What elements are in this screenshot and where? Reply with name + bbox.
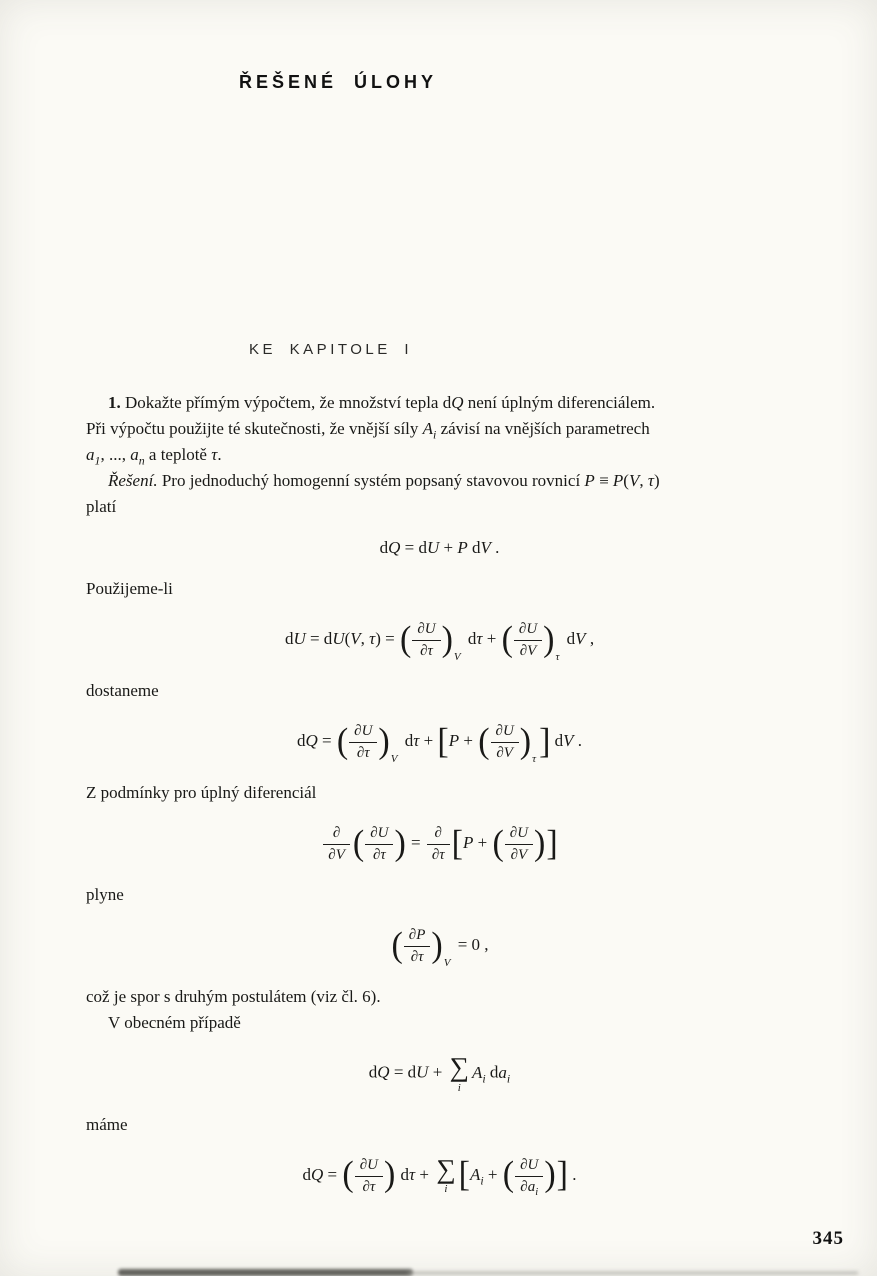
math-text: dostaneme	[86, 681, 159, 701]
fraction-core	[427, 824, 450, 864]
open-bracket: [	[458, 1155, 470, 1195]
math-text: +	[473, 833, 492, 853]
fraction-core	[355, 1156, 383, 1196]
math-text: $a_n$	[130, 445, 145, 468]
page-content	[86, 390, 793, 1214]
close-paren: )	[441, 620, 453, 660]
math-text: d	[485, 1062, 499, 1082]
math-text: V	[628, 471, 640, 490]
math-text: +	[459, 731, 478, 751]
math-text: ,	[360, 629, 370, 649]
math-text: V	[575, 629, 586, 649]
fraction	[322, 824, 351, 864]
paragraph	[86, 678, 793, 704]
open-paren: (	[336, 722, 349, 762]
fraction	[400, 620, 463, 663]
denominator: ∂τ	[431, 847, 445, 864]
equation	[86, 538, 793, 558]
math-text: platí	[86, 497, 117, 516]
math-text: τ	[476, 629, 483, 649]
outer-subscript: V	[453, 650, 461, 663]
open-paren: (	[492, 824, 504, 864]
math-text: Q	[305, 731, 318, 751]
fraction	[478, 722, 538, 765]
math-text: τ	[413, 731, 420, 751]
subscript: 1	[94, 453, 101, 468]
sum-symbol	[436, 1153, 456, 1196]
close-paren: )	[519, 722, 532, 762]
math-text: (	[344, 629, 351, 649]
subscript: i	[480, 1172, 484, 1187]
equation	[86, 926, 793, 969]
denominator: ∂V	[510, 847, 528, 864]
fraction-core	[514, 620, 542, 660]
close-paren: )	[534, 824, 546, 864]
close-paren: )	[394, 824, 406, 864]
denominator: $\partial a_i$	[520, 1178, 539, 1198]
paragraph	[86, 1010, 793, 1036]
page-number: 345	[812, 1228, 844, 1249]
open-paren: (	[352, 824, 365, 864]
math-text: Q	[451, 393, 464, 412]
sum-index: i	[457, 1081, 461, 1094]
outer-subscript: τ	[555, 650, 560, 663]
equation	[86, 824, 793, 864]
subscript: n	[138, 453, 145, 468]
math-text: τ	[409, 1164, 416, 1184]
subscript: i	[433, 427, 437, 442]
subscript: i	[506, 1071, 511, 1086]
numerator: ∂P	[404, 926, 431, 947]
math-text: Q	[388, 538, 401, 557]
math-text: = d	[400, 538, 427, 557]
math-text: ≡	[594, 471, 613, 490]
paragraph	[86, 780, 793, 806]
math-text: τ	[369, 629, 376, 649]
denominator: ∂V	[519, 643, 537, 660]
math-text: =	[317, 731, 336, 751]
outer-subscript: τ	[532, 752, 537, 765]
open-bracket: [	[437, 722, 449, 762]
denominator: ∂V	[328, 847, 345, 864]
sum-symbol	[450, 1054, 469, 1093]
math-text: Z podmínky pro úplný diferenciál	[86, 783, 317, 803]
equation	[86, 620, 793, 663]
open-paren: (	[501, 620, 513, 660]
fraction-core	[491, 722, 519, 762]
math-text: $a_1$	[86, 445, 101, 468]
math-text: (	[623, 471, 629, 490]
sum-index: i	[444, 1183, 448, 1196]
math-text: d	[463, 629, 477, 649]
math-text: = 0 ,	[453, 935, 489, 955]
paragraph	[86, 882, 793, 908]
equation	[86, 1054, 793, 1093]
math-text: $A_i$	[422, 419, 437, 442]
fraction	[391, 926, 452, 969]
math-text: $A_i$	[469, 1164, 484, 1187]
fraction	[336, 722, 400, 765]
math-text: Q	[311, 1164, 324, 1184]
paragraph	[86, 984, 793, 1010]
math-text: U	[332, 629, 345, 649]
math-text: d	[467, 538, 481, 557]
math-text: máme	[86, 1114, 128, 1134]
math-text: +	[428, 1062, 447, 1082]
math-text: .	[573, 731, 583, 751]
math-text: +	[415, 1164, 434, 1184]
math-text: ,	[585, 629, 595, 649]
math-text: plyne	[86, 885, 124, 905]
math-text: což je spor s druhým postulátem (viz čl. 6).	[86, 987, 381, 1007]
denominator: ∂τ	[362, 1178, 376, 1195]
math-text: P	[584, 471, 595, 490]
math-text: V obecném případě	[108, 1013, 241, 1033]
fraction	[501, 620, 562, 663]
open-paren: (	[502, 1155, 515, 1195]
math-text: τ	[211, 445, 218, 464]
denominator: ∂τ	[372, 847, 386, 864]
math-text: P	[448, 731, 460, 751]
fraction-core	[365, 824, 393, 864]
math-text: = d	[305, 629, 333, 649]
fraction-core	[505, 824, 533, 864]
fraction	[426, 824, 451, 864]
numerator: ∂U	[365, 824, 393, 845]
math-text: , ...,	[100, 445, 131, 464]
math-text: není úplným diferenciálem.	[463, 393, 656, 412]
math-text: = d	[389, 1062, 417, 1082]
fraction	[503, 1156, 556, 1196]
math-text: +	[483, 1164, 502, 1184]
open-paren: (	[478, 722, 490, 762]
math-text: Řešení.	[108, 471, 158, 490]
math-text: +	[482, 629, 501, 649]
fraction-core	[323, 824, 350, 864]
numerator: ∂U	[515, 1156, 543, 1177]
close-paren: )	[543, 620, 555, 660]
numerator: ∂	[427, 824, 450, 845]
close-bracket: ]	[556, 1155, 568, 1195]
math-text: d	[302, 1164, 312, 1184]
scan-artifact	[118, 1269, 413, 1276]
math-text: τ	[647, 471, 654, 490]
outer-subscript: V	[443, 956, 451, 969]
math-text: d	[379, 538, 389, 557]
numerator: ∂U	[412, 620, 440, 641]
math-text: $a_i$	[498, 1062, 511, 1086]
math-text: P	[612, 471, 624, 490]
math-text: d	[562, 629, 576, 649]
sigma-icon: ∑	[449, 1052, 469, 1083]
math-text: .	[490, 538, 500, 557]
open-paren: (	[400, 620, 412, 660]
math-text: d	[368, 1062, 378, 1082]
math-text: P	[462, 833, 474, 853]
math-text: .	[567, 1164, 577, 1184]
math-text: Q	[377, 1062, 390, 1082]
denominator: ∂τ	[356, 745, 370, 762]
numerator: ∂U	[355, 1156, 383, 1177]
fraction-core	[404, 926, 431, 966]
math-text: Dokažte přímým výpočtem, že množství tepla d	[125, 393, 452, 412]
open-paren: (	[391, 926, 403, 966]
paragraph	[86, 468, 793, 520]
math-text: U	[426, 538, 440, 557]
paragraph	[86, 1112, 793, 1138]
math-text: +	[439, 538, 458, 557]
math-text: d	[396, 1164, 410, 1184]
fraction-core	[412, 620, 440, 660]
math-text: V	[480, 538, 491, 557]
paragraph	[86, 390, 793, 468]
math-text: a teplotě	[144, 445, 212, 464]
close-bracket: ]	[539, 722, 551, 762]
equation	[86, 722, 793, 765]
close-paren: )	[431, 926, 443, 966]
math-text: d	[400, 731, 414, 751]
math-text: )	[653, 471, 660, 490]
close-paren: )	[383, 1155, 396, 1195]
numerator: ∂U	[491, 722, 519, 743]
math-text: 1.	[108, 393, 125, 412]
math-text: Pro jednoduchý homogenní systém popsaný stavovou rovnicí	[157, 471, 585, 490]
numerator: ∂U	[514, 620, 542, 641]
fraction-core	[515, 1156, 543, 1196]
sigma-icon: ∑	[436, 1153, 456, 1184]
math-text: U	[416, 1062, 429, 1082]
numerator: ∂U	[505, 824, 533, 845]
math-text: Použijeme-li	[86, 579, 173, 599]
math-text: =	[406, 833, 425, 853]
math-text: d	[284, 629, 294, 649]
denominator: ∂V	[496, 745, 513, 762]
close-paren: )	[544, 1155, 556, 1195]
fraction	[492, 824, 545, 864]
close-paren: )	[378, 722, 390, 762]
math-text: V	[563, 731, 574, 751]
paragraph	[86, 576, 793, 602]
close-bracket: ]	[546, 824, 558, 864]
section-heading: KE KAPITOLE I	[249, 341, 413, 358]
math-text: d	[550, 731, 564, 751]
numerator: ∂U	[349, 722, 377, 743]
subscript: i	[535, 1186, 539, 1198]
math-text: P	[457, 538, 468, 557]
fraction	[353, 824, 406, 864]
open-paren: (	[342, 1155, 354, 1195]
denominator: ∂τ	[410, 949, 424, 966]
subscript: i	[482, 1071, 486, 1086]
math-text: =	[323, 1164, 342, 1184]
numerator: ∂	[323, 824, 350, 845]
fraction	[342, 1156, 395, 1196]
math-text: +	[419, 731, 438, 751]
math-text: V	[350, 629, 361, 649]
math-text: .	[217, 445, 222, 464]
math-text: d	[296, 731, 306, 751]
equation	[86, 1153, 793, 1198]
math-text: U	[293, 629, 306, 649]
math-text: ,	[639, 471, 648, 490]
outer-subscript: V	[390, 752, 398, 765]
math-text: Při výpočtu použijte té skutečnosti, že vnější síly	[86, 419, 423, 438]
fraction-core	[349, 722, 377, 762]
math-text: ) =	[375, 629, 399, 649]
math-text: závisí na vnějších parametrech	[436, 419, 650, 438]
denominator: ∂τ	[420, 643, 433, 660]
open-bracket: [	[451, 824, 463, 864]
math-text: $A_i$	[471, 1062, 486, 1086]
page-header: ŘEŠENÉ ÚLOHY	[239, 72, 438, 92]
